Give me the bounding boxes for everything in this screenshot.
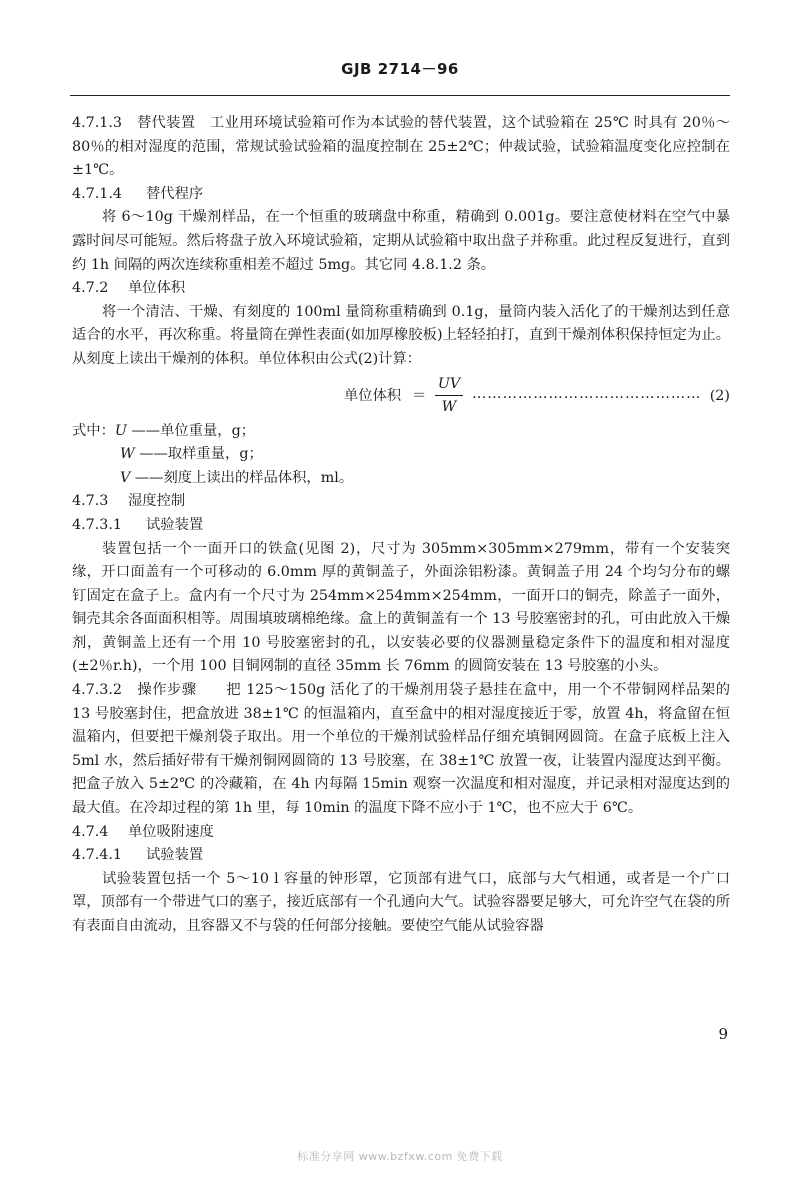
variable-w — [72, 443, 730, 467]
section-4-7-1-4-heading — [72, 183, 730, 207]
section-title: 试验装置 — [146, 516, 204, 533]
formula-numerator: UV — [435, 374, 463, 396]
section-4-7-4-1-body: 试验装置包括一个 5～10 l 容量的钟形罩，它顶部有进气口，底部与大气相通，或者是一个广口罩，顶部有一个带进气口的塞子，接近底部有一个孔通向大气。试验容器要足够大，可允许空气在袋的所有表面自由流动，且容器又不与袋的任何部分接触。要使空气能从试验容器 — [72, 870, 730, 934]
variable-description: ——刻度上读出的样品体积，ml。 — [134, 469, 354, 486]
section-text: 替代装置 工业用环境试验箱可作为本试验的替代装置，这个试验箱在 25℃ 时具 — [136, 115, 664, 131]
section-4-7-4-1-heading — [72, 844, 730, 868]
document-code-header: GJB 2714－96 — [341, 60, 459, 78]
variable-symbol: V — [120, 469, 131, 486]
formula-fraction — [435, 374, 463, 417]
section-number: 4.7.4.1 — [72, 847, 123, 864]
section-number: 4.7.1.3 — [72, 115, 123, 131]
footer-watermark: 标准分享网 www.bzfxw.com 免费下载 — [297, 1150, 503, 1163]
section-4-7-3-heading — [72, 490, 730, 514]
variable-symbol: W — [120, 446, 135, 463]
variable-description: ——取样重量，g； — [139, 446, 263, 463]
section-4-7-3-2 — [72, 679, 730, 821]
variables-intro: 式中： — [72, 422, 115, 439]
section-title: 试验装置 — [146, 847, 204, 864]
section-number: 4.7.1.4 — [72, 185, 123, 202]
section-title: 湿度控制 — [128, 493, 186, 510]
section-4-7-1-3 — [72, 112, 730, 183]
section-4-7-4-heading — [72, 821, 730, 845]
section-title: 替代程序 — [146, 185, 204, 202]
section-4-7-2-heading — [72, 277, 730, 301]
section-number: 4.7.4 — [72, 823, 109, 840]
variable-description: ——单位重量，g； — [131, 422, 256, 439]
section-4-7-3-1-heading — [72, 514, 730, 538]
formula-2 — [72, 374, 730, 418]
section-title: 单位吸附速度 — [128, 823, 214, 840]
section-4-7-3-1-body: 装置包括一个一面开口的铁盒(见图 2)，尺寸为 305mm×305mm×279mm，带有一个安装突缘，开口面盖有一个可移动的 6.0mm 厚的黄铜盖子，外面涂铝粉漆。黄铜盖子用 24 个均匀分布的螺钉固定在盒子上。盒内有一个尺寸为 254mm×254mm×254mm，一面开口的铜壳，除盖子一面外，铜壳其余各面面积相等。周围填玻璃棉绝缘。盒上的黄铜盖有一个 13 号胶塞密封的孔，可由此放入干燥剂，黄铜盖上还有一个用 10 号胶塞密封的孔，以安装必要的仪器测量稳定条件下的温度和相对湿度(±2％r.h)，一个用 100 目铜网制的直径 35mm 长 76mm 的圆筒安装在 13 号胶塞的小头。 — [72, 540, 730, 675]
formula-denominator: W — [441, 398, 457, 415]
section-title: 单位体积 — [128, 280, 186, 297]
section-number: 4.7.3 — [72, 493, 109, 510]
section-text-cont: 有 20％～80％的相对湿度的范围，常规试验试验箱的温度控制在 25±2℃；仲裁试验，试验箱温度变化应控制在±1℃。 — [72, 115, 730, 179]
section-4-7-2-body: 将一个清洁、干燥、有刻度的 100ml 量筒称重精确到 0.1g，量筒内装入活化了的干燥剂达到任意适合的水平，再次称重。将量筒在弹性表面(如加厚橡胶板)上轻轻拍打，直到干燥剂体积保持恒定为止。从刻度上读出干燥剂的体积。单位体积由公式(2)计算： — [72, 303, 730, 367]
formula-number: (2) — [709, 387, 730, 404]
header-rule — [70, 95, 730, 96]
section-number: 4.7.3.2 — [72, 682, 123, 699]
variable-u — [72, 420, 730, 444]
formula-label: 单位体积 — [344, 387, 402, 404]
variable-v — [72, 467, 730, 491]
page-number: 9 — [718, 1025, 728, 1043]
formula-equals: ＝ — [412, 387, 427, 404]
section-4-7-1-4-body: 将 6～10g 干燥剂样品，在一个恒重的玻璃盘中称重，精确到 0.001g。要注意使材料在空气中暴露时间尽可能短。然后将盘子放入环境试验箱，定期从试验箱中取出盘子并称重。此过程反复进行，直到约 1h 间隔的两次连续称重相差不超过 5mg。其它同 4.8.1.2 条。 — [72, 209, 730, 273]
formula-leader-dots: ……………………………………… — [472, 385, 702, 402]
variable-symbol: U — [114, 422, 127, 439]
section-text: 操作步骤 把 125～150g 活化了的干燥剂用袋子悬挂在盒中，用一个不带铜网样品架的 13 号胶塞封住，把盒放进 38±1℃ 的恒温箱内，直至盒中的相对湿度接近于零，放置 4h，将盒留在恒温箱内，但要把干燥剂袋子取出。用一个单位的干燥剂试验样品仔细充填铜网圆筒。在盒子底板上注入 5ml 水，然后插好带有干燥剂铜网圆筒的 13 号胶塞，在 38±1℃ 放置一夜，让装置内湿度达到平衡。把盒子放入 5±2℃ 的冷藏箱，在 4h 内每隔 15min 观察一次温度和相对湿度，并记录相对湿度达到的最大值。在冷却过程的第 1h 里，每 10min 的温度下降不应小于 1℃，也不应大于 6℃。 — [72, 682, 730, 817]
document-body — [72, 112, 730, 939]
section-number: 4.7.2 — [72, 280, 109, 297]
section-number: 4.7.3.1 — [72, 516, 123, 533]
